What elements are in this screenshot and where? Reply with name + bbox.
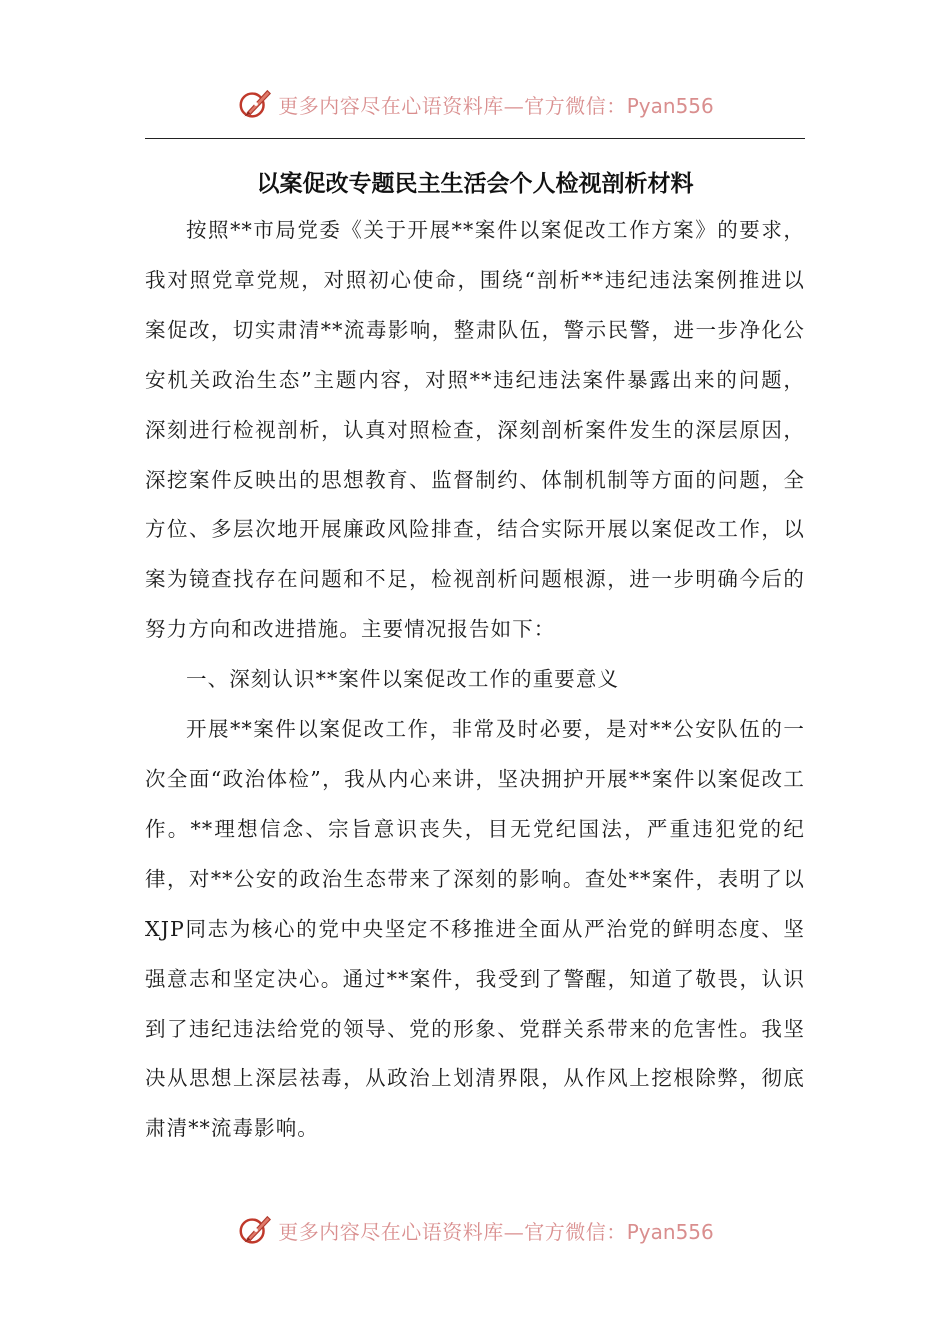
- header-watermark: [0, 82, 950, 126]
- document-title: 以案促改专题民主生活会个人检视剖析材料: [256, 171, 694, 197]
- wechat-id: Pyan556: [626, 1219, 714, 1244]
- body-paragraph: 开展**案件以案促改工作，非常及时必要，是对**公安队伍的一次全面“政治体检”，我从内心来讲，坚决拥护开展**案件以案促改工作。**理想信念、宗旨意识丧失，目无党纪国法，严重违犯党的纪律，对**公安的政治生态带来了深刻的影响。查处**案件，表明了以XJP同志为核心的党中央坚定不移推进全面从严治党的鲜明态度、坚强意志和坚定决心。通过**案件，我受到了警醒，知道了敬畏，认识到了违纪违法给党的领导、党的形象、党群关系带来的危害性。我坚决从思想上深层祛毒，从政治上划清界限，从作风上挖根除弊，彻底肃清**流毒影响。: [145, 717, 805, 1141]
- quill-circle-icon: [236, 85, 274, 123]
- document-body: [145, 206, 805, 1154]
- watermark-text: 更多内容尽在心语资料库—官方微信：Pyan556: [278, 93, 714, 118]
- intro-paragraph: 按照**市局党委《关于开展**案件以案促改工作方案》的要求，我对照党章党规，对照初心使命，围绕“剖析**违纪违法案例推进以案促改，切实肃清**流毒影响，整肃队伍，警示民警，进一步净化公安机关政治生态”主题内容，对照**违纪违法案件暴露出来的问题，深刻进行检视剖析，认真对照检查，深刻剖析案件发生的深层原因，深挖案件反映出的思想教育、监督制约、体制机制等方面的问题，全方位、多层次地开展廉政风险排查，结合实际开展以案促改工作，以案为镜查找存在问题和不足，检视剖析问题根源，进一步明确今后的努力方向和改进措施。主要情况报告如下：: [145, 218, 805, 642]
- section-heading: 一、深刻认识**案件以案促改工作的重要意义: [186, 667, 620, 692]
- watermark-text: 更多内容尽在心语资料库—官方微信：Pyan556: [278, 1219, 714, 1244]
- footer-watermark: [0, 1208, 950, 1252]
- header-rule: [145, 138, 805, 139]
- quill-circle-icon: [236, 1211, 274, 1249]
- wechat-id: Pyan556: [626, 93, 714, 118]
